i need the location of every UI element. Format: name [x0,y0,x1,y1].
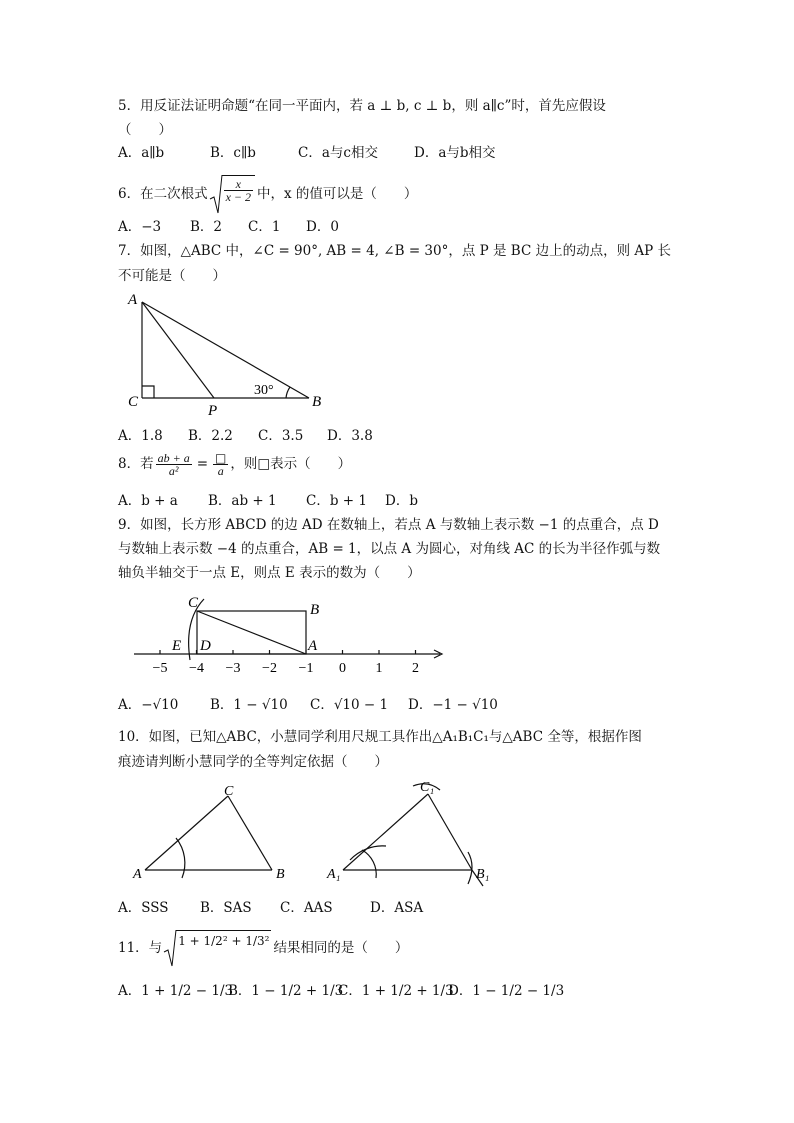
q6-suffix: 中，x 的值可以是（ ） [257,186,418,203]
number-line-tick-label: −3 [225,661,241,676]
q7-label-p: P [208,403,218,419]
q8-prefix: 8．若 [118,455,154,472]
q9-option-b[interactable]: B．1 − √10 [210,697,288,713]
q5-paren: （ ） [118,122,172,138]
q5-option-a[interactable]: A．a∥b [118,145,165,161]
q10-label-a1: A₁ [327,867,341,882]
number-line-tick-label: 2 [412,661,419,676]
q11-option-a[interactable]: A．1 + 1/2 − 1/3 [118,983,234,999]
q8-option-c[interactable]: C．b + 1 [306,493,367,509]
q8-rhs-den: a [217,464,224,478]
q7-stem-line1: 7．如图，△ABC 中，∠C = 90°, AB = 4, ∠B = 30°，点 P 是 BC 边上的动点，则 AP 长 [118,243,672,259]
q9-option-d[interactable]: D．−1 − √10 [408,697,498,713]
q6-rad-num: x [224,178,253,191]
q10-label-b: B [276,867,285,882]
q8-lhs-num: ab + a [157,451,190,465]
radical-sign-icon [164,930,176,968]
q7-option-a[interactable]: A．1.8 [118,428,163,444]
q11-stem [118,930,408,968]
q8-option-d[interactable]: D．b [385,493,418,509]
q11-option-c[interactable]: C．1 + 1/2 + 1/3 [338,983,454,999]
q10-option-d[interactable]: D．ASA [370,900,424,916]
q6-radical [210,175,255,215]
number-line-tick-label: −5 [152,661,168,676]
q11-option-d[interactable]: D．1 − 1/2 − 1/3 [448,983,565,999]
q9-label-c: C [188,595,199,611]
q8-lhs-den: a² [168,464,179,478]
number-line-tick-label: 0 [339,661,346,676]
q10-label-a: A [133,867,142,882]
number-line-tick-label: 1 [375,661,383,676]
q10-option-b[interactable]: B．SAS [200,900,252,916]
q10-label-c1: C₁ [420,780,435,795]
q8-option-a[interactable]: A．b + a [118,493,178,509]
number-line-tick-label: −4 [189,661,204,676]
q5-option-d[interactable]: D．a与b相交 [414,145,496,161]
q6-stem [118,175,417,215]
radical-sign-icon [210,175,222,215]
number-line-tick-label: −1 [298,661,314,676]
q7-label-c: C [128,394,139,410]
q11-suffix: 结果相同的是（ ） [273,940,409,957]
q11-prefix: 11．与 [118,940,163,957]
q9-option-c[interactable]: C．√10 − 1 [310,697,389,713]
q10-option-a[interactable]: A．SSS [118,900,169,916]
q6-option-d[interactable]: D．0 [306,219,339,235]
q7-option-b[interactable]: B．2.2 [188,428,233,444]
q7-option-d[interactable]: D．3.8 [327,428,373,444]
q8-suffix: ，则□表示（ ） [230,455,352,472]
q8-equals: = [196,455,209,472]
q9-label-a: A [308,638,318,654]
q6-option-b[interactable]: B．2 [190,219,223,235]
q11-radical [164,930,271,968]
q6-rad-den: x − 2 [225,190,252,204]
q9-label-e: E [172,638,182,654]
q11-option-b[interactable]: B．1 − 1/2 + 1/3 [228,983,344,999]
q10-label-c: C [224,784,234,799]
q10-stem-line2: 痕迹请判断小慧同学的全等判定依据（ ） [118,754,388,770]
q6-prefix: 6．在二次根式 [118,186,208,203]
q7-option-c[interactable]: C．3.5 [258,428,304,444]
q8-stem [118,452,351,477]
q5-option-c[interactable]: C．a与c相交 [298,145,378,161]
q6-option-a[interactable]: A．−3 [118,219,162,235]
q5-option-b[interactable]: B．c∥b [210,145,256,161]
q7-label-b: B [312,394,322,410]
q10-option-c[interactable]: C．AAS [280,900,333,916]
q7-label-a: A [128,292,138,308]
q10-stem-line1: 10．如图，已知△ABC，小慧同学利用尺规工具作出△A₁B₁C₁与△ABC 全等，根据作图 [118,729,642,745]
number-line-tick-label: −2 [262,661,277,676]
q8-rhs-num: □ [215,451,227,465]
q7-stem-line2: 不可能是（ ） [118,268,226,284]
q9-label-b: B [310,602,320,618]
q7-angle-label: 30° [254,383,274,398]
q5-stem: 5．用反证法证明命题“在同一平面内，若 a ⊥ b, c ⊥ b，则 a∥c”时，首先应假设 [118,98,606,114]
q9-stem-line3: 轴负半轴交于一点 E，则点 E 表示的数为（ ） [118,565,421,581]
q11-radicand: 1 + 1/2² + 1/3² [176,930,271,968]
q9-label-d: D [200,638,211,654]
q6-option-c[interactable]: C．1 [248,219,281,235]
q9-option-a[interactable]: A．−√10 [118,697,179,713]
q10-label-b1: B₁ [476,867,490,882]
q9-stem-line1: 9．如图，长方形 ABCD 的边 AD 在数轴上，若点 A 与数轴上表示数 −1 的点重合，点 D [118,517,659,533]
q9-stem-line2: 与数轴上表示数 −4 的点重合，AB = 1，以点 A 为圆心，对角线 AC 的长为半径作弧与数 [118,541,661,557]
q8-option-b[interactable]: B．ab + 1 [208,493,277,509]
